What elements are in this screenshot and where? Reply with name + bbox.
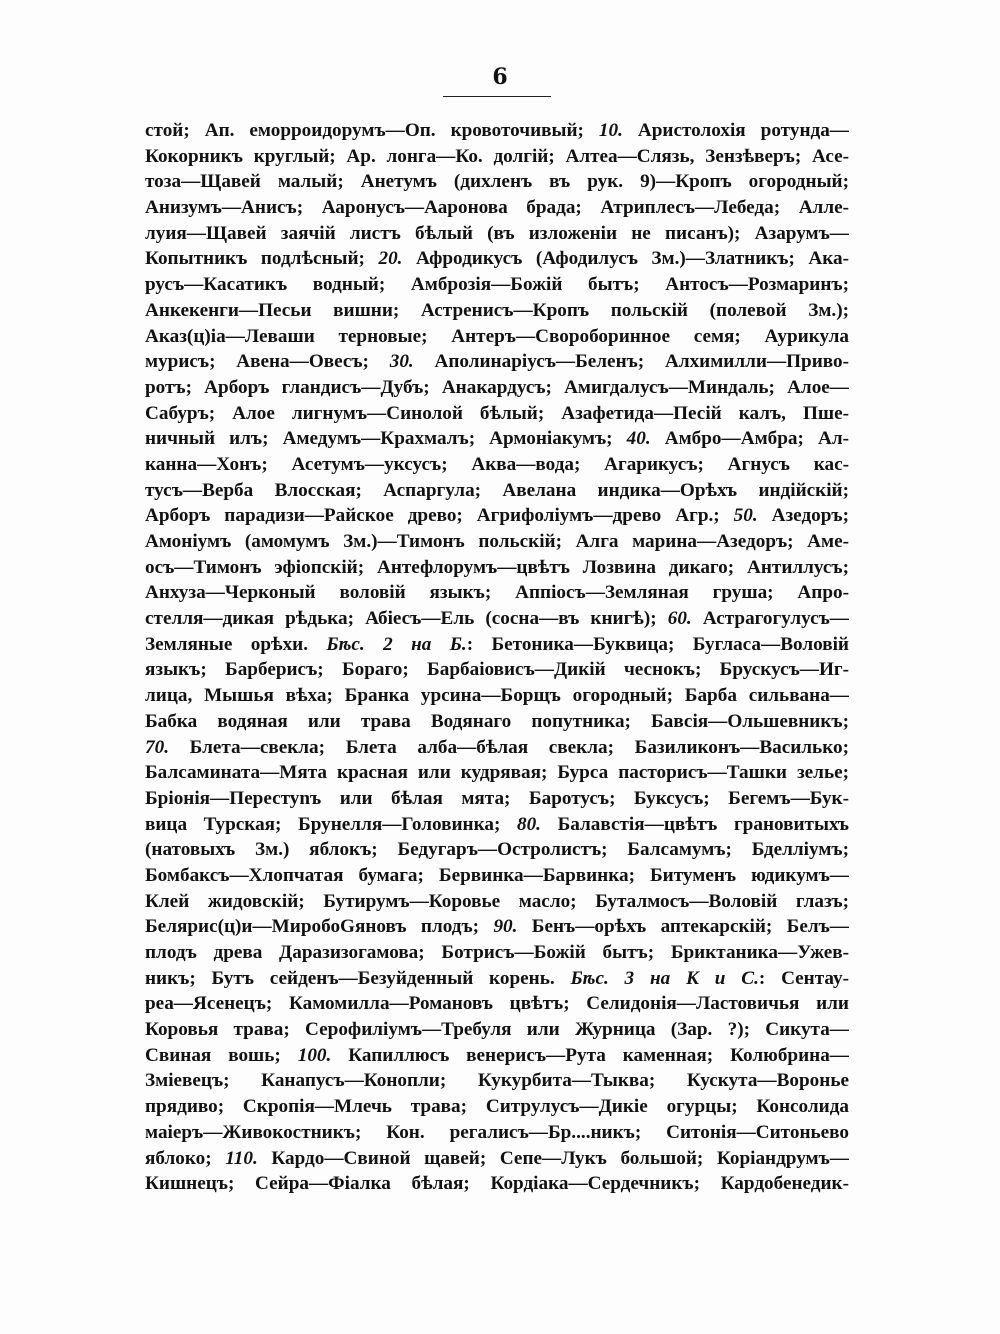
text-line: русъ—Касатикъ водный; Амброзія—Божій бытъ; Антосъ—Розмаринъ; xyxy=(145,274,849,296)
header-rule xyxy=(443,96,551,97)
text-line: Аказ(ц)іа—Леваши терновые; Антеръ—Своробориннoе семя; Аурикула xyxy=(145,325,849,347)
text-line: ничный илъ; Амедумъ—Крахмалъ; Армоніакумъ; 40. Амбро—Амбра; Ал- xyxy=(145,428,849,450)
text-line: Зміевецъ; Канапусъ—Конопли; Кукурбита—Тыква; Кускута—Воронье xyxy=(145,1070,849,1092)
text-line: осъ—Тимонъ эфіопскій; Антефлорумъ—цвѣтъ Лозвина дикаго; Антиллусъ; xyxy=(145,556,849,578)
text-line: Арборъ парадизи—Райское древо; Агрифоліумъ—древо Агр.; 50. Азедоръ; xyxy=(145,505,849,527)
text-line: тоза—Щавей малый; Анетумъ (дихленъ въ рук. 9)—Кропъ огородный; xyxy=(145,171,849,193)
body-text xyxy=(145,118,849,1197)
text-line: Коровья трава; Серофиліумъ—Требуля или Журница (Зар. ?); Сикута— xyxy=(145,1019,849,1041)
text-line: ротъ; Арборъ гландисъ—Дубъ; Анакардусъ; Амигдалусъ—Миндаль; Алое— xyxy=(145,376,849,398)
text-line: Балсамината—Мята красная или кудрявая; Бурса пасторисъ—Ташки зелье; xyxy=(145,762,849,784)
text-line: Кокорникъ круглый; Ар. лонга—Ко. долгій; Алтеа—Слязь, Зензѣверъ; Асе- xyxy=(145,145,849,167)
text-line: никъ; Бутъ сейденъ—Безуйденный корень. Бѣс. 3 на К и С.: Сентау- xyxy=(145,967,849,989)
text-line: плодъ древа Даразизогамова; Ботрисъ—Божій бытъ; Бриктаника—Ужев- xyxy=(145,942,849,963)
text-line: Клей жидовскій; Бутирумъ—Коровье масло; Буталмосъ—Воловій глазъ; xyxy=(145,890,849,912)
text-line: (натовыхъ Зм.) яблокъ; Бедугаръ—Остролистъ; Балсамумъ; Бделліумъ; xyxy=(145,839,849,861)
text-line: Кишнецъ; Сейра—Фіалка бѣлая; Кордіака—Сердечникъ; Кардобенедик- xyxy=(145,1173,849,1195)
text-line: Амоніумъ (амомумъ Зм.)—Тимонъ польскій; Алга марина—Азедоръ; Аме- xyxy=(145,531,849,552)
text-line: Анхуза—Черконый воловій языкъ; Аппіосъ—Земляная груша; Апро- xyxy=(145,582,849,604)
text-line: канна—Хонъ; Асетумъ—уксусъ; Аква—вода; Агарикусъ; Агнусъ кас- xyxy=(145,453,849,475)
text-line: Земляные орѣхи. Бѣс. 2 на Б.: Бетоника—Буквица; Бугласа—Воловій xyxy=(145,633,849,655)
text-line: прядиво; Скропія—Млечь трава; Ситрулусъ—Дикіе огурцы; Консолида xyxy=(145,1096,849,1118)
text-line: Свиная вошь; 100. Капиллюсъ венерисъ—Рута каменная; Колюбрина— xyxy=(145,1044,849,1066)
text-line: Бомбаксъ—Хлопчатая бумага; Бервинка—Барвинка; Битуменъ юдикумъ— xyxy=(145,864,849,886)
text-line: Бріонія—Перестуnъ или бѣлая мята; Баротусъ; Буксусъ; Бегемъ—Бук- xyxy=(145,787,849,809)
text-line: Сабуръ; Алое лигнумъ—Синолой бѣлый; Азафетида—Песій калъ, Пше- xyxy=(145,402,849,424)
text-line: Белярис(ц)и—МиробоGяновъ плодъ; 90. Бенъ—орѣхъ аптекарскій; Белъ— xyxy=(145,916,849,938)
page-number: 6 xyxy=(492,64,508,90)
text-line: 70. Блета—свекла; Блета алба—бѣлая свекла; Базиликонъ—Василько; xyxy=(145,736,849,758)
text-line: Анкекенги—Песьи вишни; Астренисъ—Кропъ польскій (полевой Зм.); xyxy=(145,299,849,321)
text-line: яблоко; 110. Кардо—Свиной щавей; Сепе—Лукъ большой; Коріандрумъ— xyxy=(145,1147,849,1169)
text-line: луия—Щавей заячій листъ бѣлый (въ изложеніи не писанъ); Азарумъ— xyxy=(145,222,849,244)
text-line: мурисъ; Авена—Овесъ; 30. Аполинаріусъ—Беленъ; Алхимилли—Приво- xyxy=(145,351,849,373)
text-line: лица, Мышья вѣха; Бранка урсина—Борщъ огородный; Барба сильвана— xyxy=(145,685,849,707)
text-line: Анизумъ—Анисъ; Ааронусъ—Ааронова брада; Атриплесъ—Лебеда; Алле- xyxy=(145,197,849,219)
text-line: маіеръ—Живокостникъ; Кон. регалисъ—Бр....никъ; Ситонія—Ситоньево xyxy=(145,1121,849,1143)
text-line: стелля—дикая рѣдька; Абіесъ—Ель (сосна—въ книгѣ); 60. Астрагогулусъ— xyxy=(145,608,849,630)
text-line: стой; Ап. еморроидорумъ—Оп. кровоточивый; 10. Аристолохія ротунда— xyxy=(145,120,849,141)
text-line: тусъ—Верба Влосская; Аспаргула; Авелана индика—Орѣхъ индійскій; xyxy=(145,479,849,501)
text-line: Бабка водяная или трава Водянаго попутника; Бавсія—Ольшевникъ; xyxy=(145,710,849,732)
text-line: реа—Ясенецъ; Камомилла—Романовъ цвѣтъ; Селидонія—Ластовичья или xyxy=(145,993,849,1015)
text-line: языкъ; Барберисъ; Бораго; Барбаіовисъ—Дикій чеснокъ; Брускусъ—Иг- xyxy=(145,659,849,681)
text-line: вица Турская; Брунелля—Головинка; 80. Балавстія—цвѣтъ грановитыхъ xyxy=(145,813,849,835)
text-line: Копытникъ подлѣсный; 20. Афродикусъ (Афодилусъ Зм.)—Златникъ; Ака- xyxy=(145,248,849,270)
